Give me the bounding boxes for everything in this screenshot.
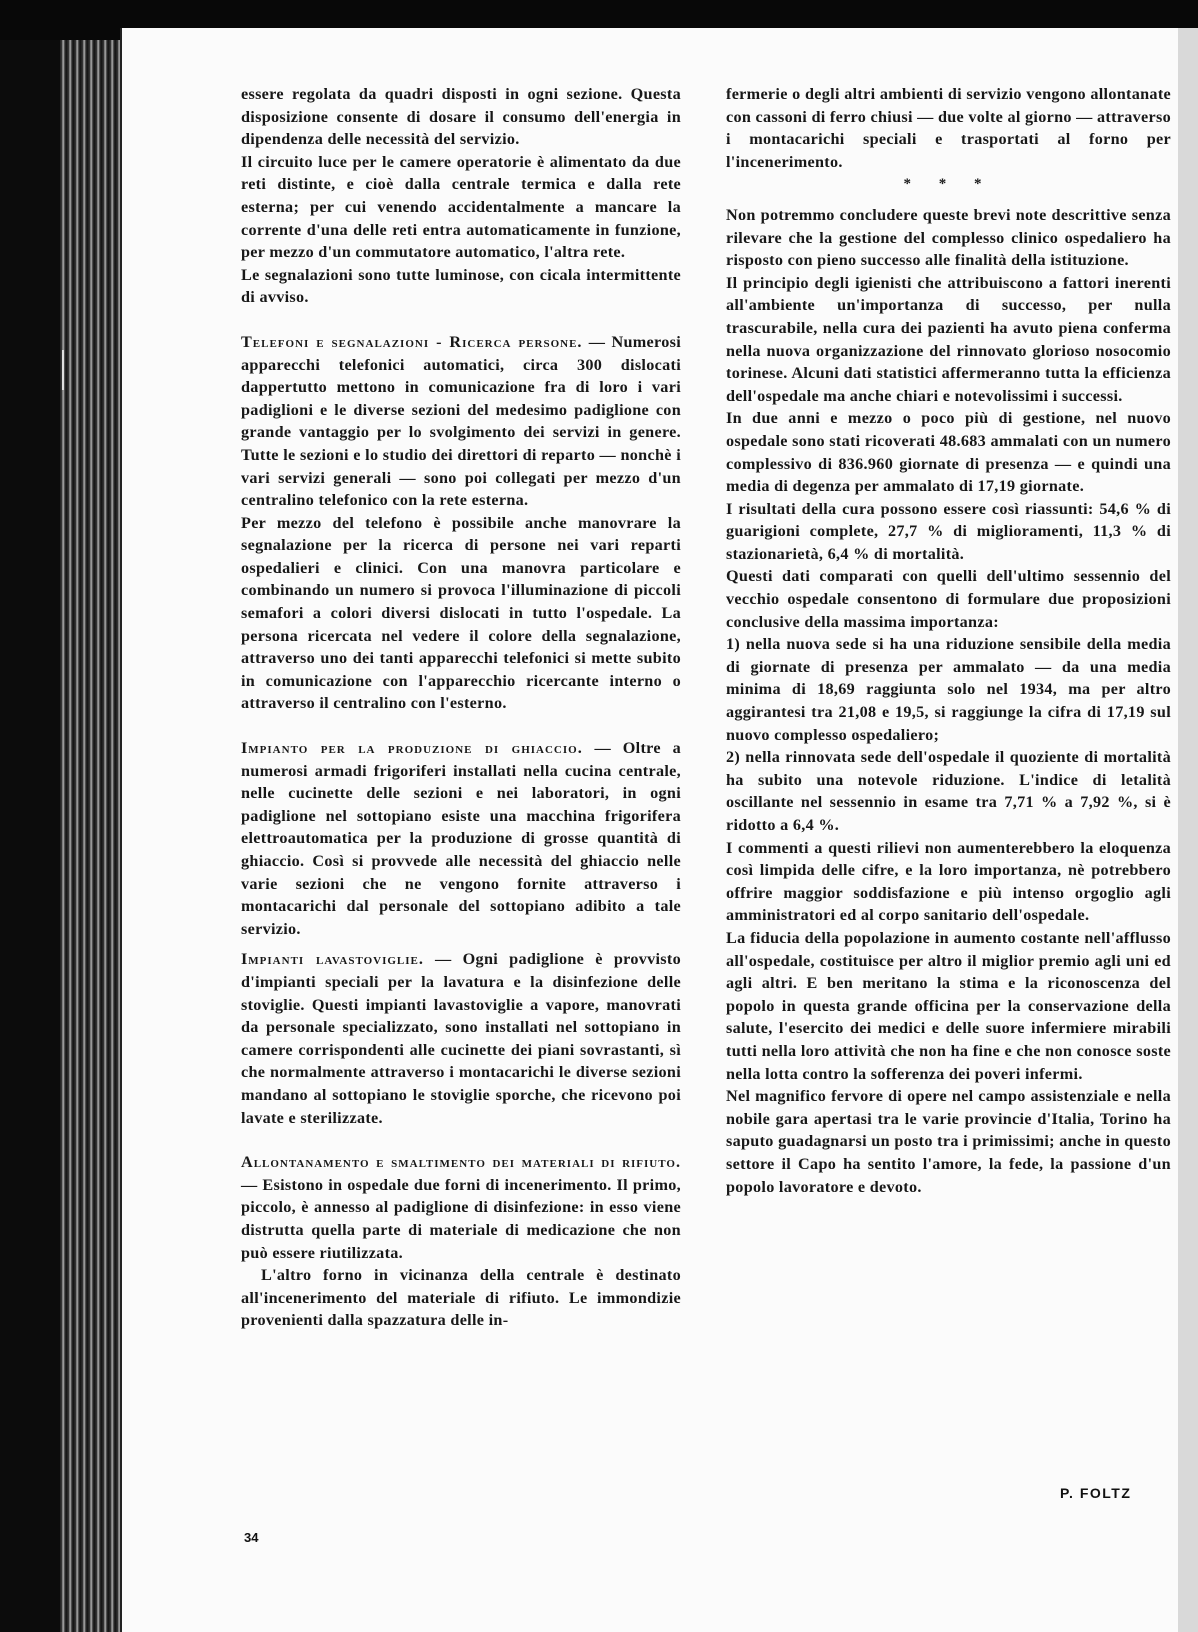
section-rifiuti: Allontanamento e smaltimento dei materiali di rifiuto. — Esistono in ospedale due forni di incenerimento. Il primo, piccolo, è annesso al padiglione di disinfezione: in esso viene distrutta quella parte di materiale di medicazione che non può essere riutilizzata. [241, 1153, 681, 1262]
paragraph: Non potremmo concludere queste brevi note descrittive senza rilevare che la gestione del complesso clinico ospedaliero ha risposto con pieno successo alle finalità della istituzione. [726, 205, 1171, 270]
paragraph: essere regolata da quadri disposti in ogni sezione. Questa disposizione consente di dosare il consumo dell'energia in dipendenza delle necessità del servizio. [241, 85, 681, 149]
section-text: Ogni padiglione è provvisto d'impianti speciali per la lavatura e la disinfezione delle stoviglie. Questi impianti lavastoviglie a vapore, manovrati da personale specializzato, sono installati nel sottopiano in camere corrispondenti alle cucinette dei piani sovrastanti, sì che normalmente attraverso i montacarichi le diverse sezioni mandano al sottopiano le stoviglie sporche, che ricevono poi lavate e sterilizzate. [241, 950, 681, 1127]
section-heading: Impianti lavastoviglie. [241, 950, 424, 969]
paragraph: fermerie o degli altri ambienti di servizio vengono allontanate con cassoni di ferro chiusi — due volte al giorno — attraverso i montacarichi speciali e trasportati al forno per l'incenerimento. [726, 85, 1171, 171]
section-text: Oltre a numerosi armadi frigoriferi installati nella cucina centrale, nelle cucinette delle sezioni e nei laboratori, in ogni padiglione nel sottopiano esiste una macchina frigorifera elettroautomatica per la produzione di grosse quantità di ghiaccio. Così si provvede alle necessità del ghiaccio nelle varie sezioni che ne vengono fornite attraverso i montacarichi dal personale del sottopiano adibito a tale servizio. [241, 739, 681, 938]
paragraph: Le segnalazioni sono tutte luminose, con cicala intermittente di avviso. [241, 265, 681, 307]
section-heading: Allontanamento e smaltimento dei materiali di rifiuto. [241, 1153, 681, 1172]
section-text: Numerosi apparecchi telefonici automatici, circa 300 dislocati dappertutto mettono in comunicazione fra di loro i vari padiglioni e le diverse sezioni del medesimo padiglione con grande vantaggio per lo svolgimento dei servizi in genere. Tutte le sezioni e lo studio dei direttori di reparto — nonchè i vari servizi generali — sono poi collegati per mezzo d'un centralino telefonico con la rete esterna. [241, 332, 681, 510]
paragraph: Il principio degli igienisti che attribuiscono a fattori inerenti all'ambiente un'importanza di successo, per nulla trascurabile, nella cura dei pazienti ha avuto piena conferma nella nuova organizzazione del rinnovato glorioso nosocomio torinese. Alcuni dati statistici affermeranno tutta la efficienza dell'ospedale ma anche chiari e notevolissimi i successi. [726, 273, 1171, 405]
paragraph: 1) nella nuova sede si ha una riduzione sensibile della media di giornate di presenza per ammalato — da una media minima di 18,69 raggiunta solo nel 1934, ma per altro aggirantesi tra 21,08 e 19,5, si raggiunge la cifra di 17,19 sul nuovo complesso ospedaliero; [726, 635, 1171, 744]
paragraph: Nel magnifico fervore di opere nel campo assistenziale e nella nobile gara apertasi tra le varie provincie d'Italia, Torino ha saputo guadagnarsi un posto tra i primissimi; anche in questo settore il Capo ha sentito l'amore, la fede, la passione d'un popolo lavoratore e devoto. [726, 1087, 1171, 1196]
paragraph: I commenti a questi rilievi non aumenterebbero la eloquenza così limpida delle cifre, e la loro importanza, nè potrebbero offrire maggior soddisfazione e più intenso orgoglio agli amministratori ed al corpo sanitario dell'ospedale. [726, 838, 1171, 925]
section-telefoni: Telefoni e segnalazioni - Ricerca persone. — Numerosi apparecchi telefonici automatici, circa 300 dislocati dappertutto mettono in comunicazione fra di loro i vari padiglioni e le diverse sezioni del medesimo padiglione con grande vantaggio per lo svolgimento dei servizi in genere. Tutte le sezioni e lo studio dei direttori di reparto — nonchè i vari servizi generali — sono poi collegati per mezzo d'un centralino telefonico con la rete esterna. [241, 332, 681, 510]
page-edges [60, 40, 128, 1632]
page-number: 34 [244, 1530, 259, 1545]
section-divider-stars: * * * [903, 176, 994, 193]
page-right-edge [1178, 28, 1198, 1632]
paragraph: La fiducia della popolazione in aumento costante nell'afflusso all'ospedale, costituisce per altro il miglior premio agli uni ed agli altri. E ben meritano la stima e la riconoscenza del popolo in questa grande officina per la conservazione della salute, l'esercito dei medici e delle suore infermiere mirabili tutti nella loro attività che non ha fine e che non conosce soste nella lotta contro la sofferenza dei poveri infermi. [726, 928, 1171, 1083]
paragraph: I risultati della cura possono essere così riassunti: 54,6 % di guarigioni complete, 27,7 % di miglioramenti, 11,3 % di stazionarietà, 6,4 % di mortalità. [726, 499, 1171, 563]
section-lavastoviglie: Impianti lavastoviglie. — Ogni padiglione è provvisto d'impianti speciali per la lavatura e la disinfezione delle stoviglie. Questi impianti lavastoviglie a vapore, manovrati da personale specializzato, sono installati nel sottopiano in camere corrispondenti alle cucinette dei piani sovrastanti, sì che normalmente attraverso i montacarichi le diverse sezioni mandano al sottopiano le stoviglie sporche, che ricevono poi lavate e sterilizzate. [241, 950, 681, 1127]
paragraph: Per mezzo del telefono è possibile anche manovrare la segnalazione per la ricerca di persone nei vari reparti ospedalieri e clinici. Con una manovra particolare e combinando un numero si provoca l'illuminazione di piccoli semafori a colori diversi dislocati in tutto l'ospedale. La persona ricercata nel vedere il colore della segnalazione, attraverso uno dei tanti apparecchi telefonici si mette subito in comunicazione con l'apparecchio ricercante interno o attraverso il centralino con l'esterno. [241, 513, 681, 713]
paragraph: In due anni e mezzo o poco più di gestione, nel nuovo ospedale sono stati ricoverati 48.683 ammalati con un numero complessivo di 836.960 giornate di presenza — e quindi una media di degenza per ammalato di 17,19 giornate. [726, 409, 1171, 496]
paragraph: Questi dati comparati con quelli dell'ultimo sessennio del vecchio ospedale consentono di formulare due proposizioni conclusive della massima importanza: [726, 567, 1171, 631]
author-signature: P. FOLTZ [1060, 1485, 1132, 1501]
paragraph: 2) nella rinnovata sede dell'ospedale il quoziente di mortalità ha subito una notevole riduzione. L'indice di letalità oscillante nel sessennio in esame tra 7,71 % a 7,92 %, si è ridotto a 6,4 %. [726, 748, 1171, 834]
margin-mark [62, 350, 64, 390]
paragraph: Il circuito luce per le camere operatorie è alimentato da due reti distinte, e cioè dalla centrale termica e dalla rete esterna; per cui venendo accidentalmente a mancare la corrente d'una delle reti entra automaticamente in funzione, per mezzo d'un commutatore automatico, l'altra rete. [241, 152, 681, 262]
left-column [241, 83, 681, 1332]
section-heading: Telefoni e segnalazioni - Ricerca persone. [241, 332, 583, 351]
paragraph: L'altro forno in vicinanza della centrale è destinato all'incenerimento del materiale di rifiuto. Le immondizie provenienti dalla spazzatura delle in- [241, 1266, 681, 1330]
right-column [726, 83, 1171, 1198]
section-ghiaccio: Impianto per la produzione di ghiaccio. — Oltre a numerosi armadi frigoriferi installati nella cucina centrale, nelle cucinette delle sezioni e nei laboratori, in ogni padiglione nel sottopiano esiste una macchina frigorifera elettroautomatica per la produzione di grosse quantità di ghiaccio. Così si provvede alle necessità del ghiaccio nelle varie sezioni che ne vengono fornite attraverso i montacarichi dal personale del sottopiano adibito a tale servizio. [241, 739, 681, 938]
section-text: Esistono in ospedale due forni di incenerimento. Il primo, piccolo, è annesso al padiglione di disinfezione: in esso viene distrutta quella parte di materiale di medicazione che non può essere riutilizzata. [241, 1175, 681, 1262]
section-heading: Impianto per la produzione di ghiaccio. [241, 739, 583, 758]
